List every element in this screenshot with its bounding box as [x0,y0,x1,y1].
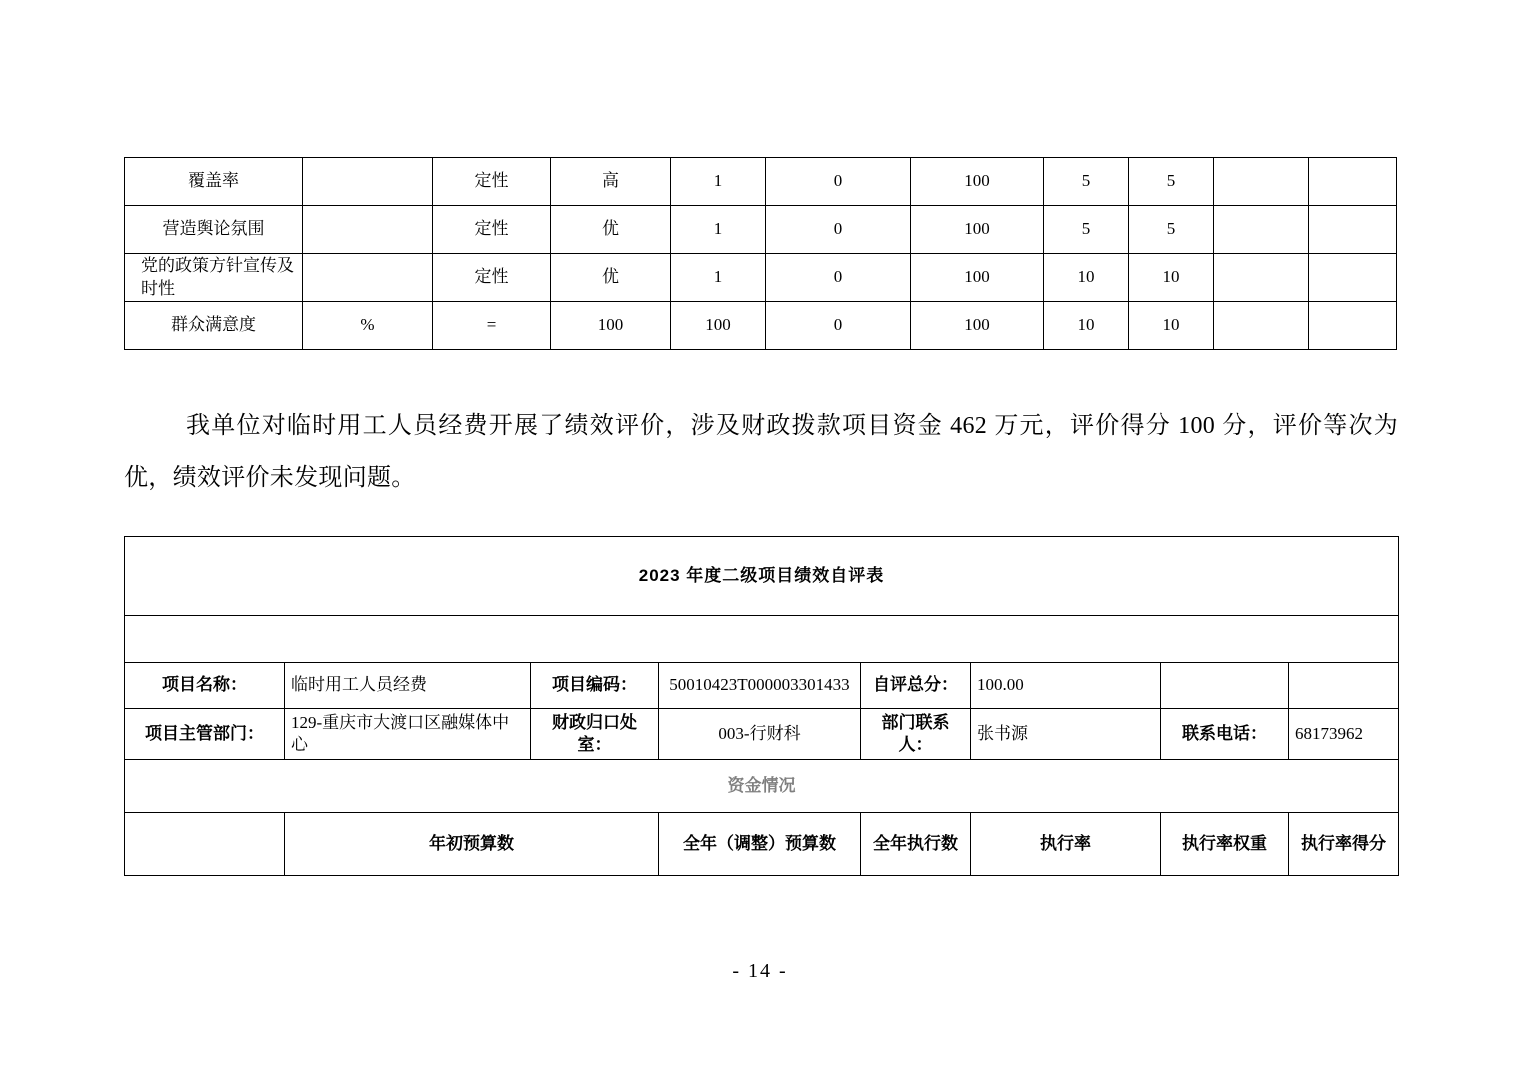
page-title: 2023 年度二级项目绩效自评表 [125,537,1399,616]
table-row [125,709,1399,760]
table-title-row [125,537,1399,616]
performance-self-assessment-table [124,536,1399,876]
table-row [125,158,1397,206]
indicator-actual: 1 [671,206,766,254]
indicator-actual: 100 [671,302,766,350]
indicator-unit: % [303,302,433,350]
indicator-weight: 10 [1044,254,1129,302]
label-finance-office: 财政归口处室： [531,709,659,760]
indicator-weight: 10 [1044,302,1129,350]
label-project-code: 项目编码： [531,663,659,709]
indicator-deviation: 0 [766,158,911,206]
indicator-target: 高 [551,158,671,206]
page-number: - 14 - [732,960,788,982]
indicator-target: 优 [551,206,671,254]
value-contact-phone: 68173962 [1289,709,1399,760]
indicator-unit [303,206,433,254]
indicator-extra2 [1309,158,1397,206]
indicator-target: 100 [551,302,671,350]
indicator-extra2 [1309,302,1397,350]
indicator-name: 党的政策方针宣传及时性 [125,254,303,302]
indicator-actual: 1 [671,254,766,302]
table-spacer-row [125,616,1399,663]
indicator-extra1 [1214,206,1309,254]
indicator-type: 定性 [433,206,551,254]
indicator-score: 5 [1129,206,1214,254]
label-dept-in-charge: 项目主管部门： [125,709,285,760]
value-dept-in-charge: 129-重庆市大渡口区融媒体中心 [285,709,531,760]
column-header: 全年执行数 [861,813,971,876]
indicator-deviation: 0 [766,254,911,302]
column-header: 执行率得分 [1289,813,1399,876]
indicator-rate: 100 [911,206,1044,254]
column-header [125,813,285,876]
indicator-extra1 [1214,302,1309,350]
empty-cell [1289,663,1399,709]
indicator-rate: 100 [911,158,1044,206]
table-section-row [125,760,1399,813]
indicator-table [124,157,1397,350]
indicator-name: 覆盖率 [125,158,303,206]
indicator-name: 营造舆论氛围 [125,206,303,254]
indicator-deviation: 0 [766,302,911,350]
indicator-actual: 1 [671,158,766,206]
empty-cell [1161,663,1289,709]
indicator-unit [303,158,433,206]
indicator-rate: 100 [911,254,1044,302]
label-self-score: 自评总分： [861,663,971,709]
value-contact-person: 张书源 [971,709,1161,760]
indicator-score: 10 [1129,302,1214,350]
indicator-extra2 [1309,254,1397,302]
value-finance-office: 003-行财科 [659,709,861,760]
table-row [125,663,1399,709]
value-project-code: 50010423T000003301433 [659,663,861,709]
indicator-type: 定性 [433,254,551,302]
indicator-target: 优 [551,254,671,302]
spacer-cell [125,616,1399,663]
label-contact-person: 部门联系人： [861,709,971,760]
label-contact-phone: 联系电话： [1161,709,1289,760]
indicator-extra1 [1214,158,1309,206]
column-header: 年初预算数 [285,813,659,876]
table-row [125,206,1397,254]
indicator-weight: 5 [1044,206,1129,254]
indicator-score: 5 [1129,158,1214,206]
indicator-unit [303,254,433,302]
indicator-score: 10 [1129,254,1214,302]
indicator-deviation: 0 [766,206,911,254]
indicator-type: 定性 [433,158,551,206]
indicator-rate: 100 [911,302,1044,350]
table-row [125,254,1397,302]
value-project-name: 临时用工人员经费 [285,663,531,709]
label-project-name: 项目名称： [125,663,285,709]
indicator-weight: 5 [1044,158,1129,206]
value-self-score: 100.00 [971,663,1161,709]
body-paragraph: 我单位对临时用工人员经费开展了绩效评价，涉及财政拨款项目资金 462 万元，评价得分 100 分，评价等次为优，绩效评价未发现问题。 [124,413,1398,491]
table-header-row [125,813,1399,876]
column-header: 全年（调整）预算数 [659,813,861,876]
column-header: 执行率 [971,813,1161,876]
table-row [125,302,1397,350]
indicator-extra1 [1214,254,1309,302]
indicator-extra2 [1309,206,1397,254]
section-title-funding: 资金情况 [125,760,1399,813]
column-header: 执行率权重 [1161,813,1289,876]
indicator-name: 群众满意度 [125,302,303,350]
indicator-type: = [433,302,551,350]
